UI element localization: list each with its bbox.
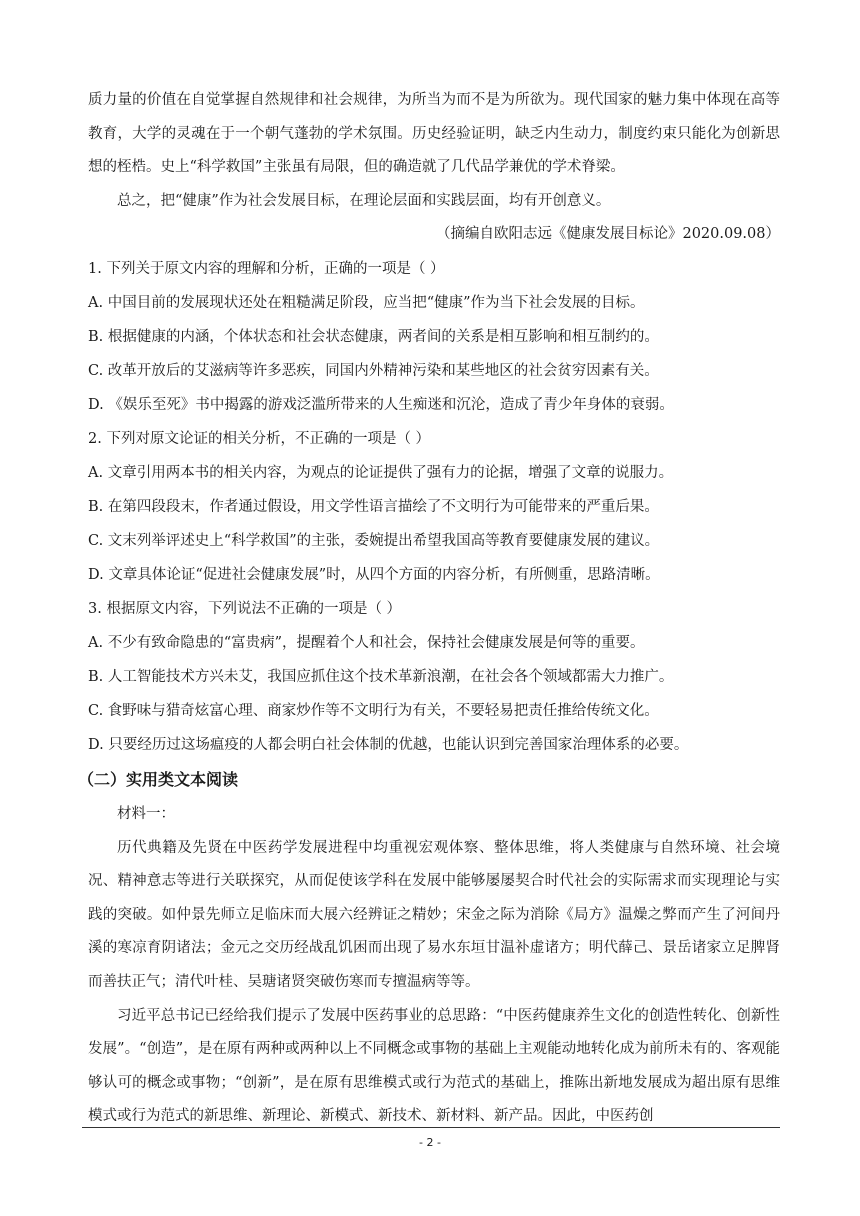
option-d: D. 文章具体论证“促进社会健康发展”时，从四个方面的内容分析，有所侧重，思路清晰。 xyxy=(88,566,660,583)
page-number: - 2 - xyxy=(419,1136,441,1149)
section-heading: （二）实用类文本阅读 xyxy=(78,769,239,789)
question-1 xyxy=(88,252,780,422)
option-c: C. 文末列举评述史上“科学救国”的主张，委婉提出希望我国高等教育要健康发展的建议。 xyxy=(88,532,660,549)
option-c: C. 食野味与猎奇炫富心理、商家炒作等不文明行为有关，不要轻易把责任推给传统文化。 xyxy=(88,702,659,719)
footer-rule xyxy=(82,1127,780,1128)
material-paragraph: 历代典籍及先贤在中医药学发展进程中均重视宏观体察、整体思维，将人类健康与自然环境、社会境况、精神意志等进行关联探究，从而促使该学科在发展中能够屡屡契合时代社会的实际需求而实现理论与实践的突破。如仲景先师立足临床而大展六经辨证之精妙；宋金之际为消除《局方》温燥之弊而产生了河间丹溪的寒凉育阴诸法；金元之交历经战乱饥困而出现了易水东垣甘温补虚诸方；明代薛己、景岳诸家立足脾肾而善扶正气；清代叶桂、吴瑭诸贤突破伤寒而专擅温病等等。 xyxy=(88,839,780,990)
question-stem: 3. 根据原文内容，下列说法不正确的一项是（ ） xyxy=(88,600,402,617)
question-3 xyxy=(88,592,780,762)
option-b: B. 人工智能技术方兴未艾，我国应抓住这个技术革新浪潮，在社会各个领域都需大力推广。 xyxy=(88,668,674,685)
question-stem: 1. 下列关于原文内容的理解和分析，正确的一项是（ ） xyxy=(88,260,445,277)
question-stem: 2. 下列对原文论证的相关分析，不正确的一项是（ ） xyxy=(88,430,431,447)
option-c: C. 改革开放后的艾滋病等许多恶疾，同国内外精神污染和某些地区的社会贫穷因素有关。 xyxy=(88,362,659,379)
option-a: A. 中国目前的发展现状还处在粗糙满足阶段，应当把“健康”作为当下社会发展的目标。 xyxy=(88,294,645,311)
option-a: A. 不少有致命隐患的“富贵病”，提醒着个人和社会，保持社会健康发展是何等的重要。 xyxy=(88,634,645,651)
source-citation: （摘编自欧阳志远《健康发展目标论》2020.09.08） xyxy=(435,226,780,243)
material-label: 材料一： xyxy=(117,805,175,822)
passage-paragraph: 质力量的价值在自觉掌握自然规律和社会规律，为所当为而不是为所欲为。现代国家的魅力集中体现在高等教育，大学的灵魂在于一个朝气蓬勃的学术氛围。历史经验证明，缺乏内生动力，制度约束只能化为创新思想的桎梏。史上“科学救国”主张虽有局限，但的确造就了几代品学兼优的学术脊梁。 xyxy=(88,92,780,176)
option-b: B. 在第四段段末，作者通过假设，用文学性语言描绘了不文明行为可能带来的严重后果。 xyxy=(88,498,659,515)
option-a: A. 文章引用两本书的相关内容，为观点的论证提供了强有力的论据，增强了文章的说服力。 xyxy=(88,464,674,481)
option-d: D. 《娱乐至死》书中揭露的游戏泛滥所带来的人生痴迷和沉沦，造成了青少年身体的衰弱。 xyxy=(88,396,674,413)
page-content xyxy=(78,84,780,1134)
material-paragraph: 习近平总书记已经给我们提示了发展中医药事业的总思路：“中医药健康养生文化的创造性转化、创新性发展”。“创造”，是在原有两种或两种以上不同概念或事物的基础上主观能动地转化成为前所未有的、客观能够认可的概念或事物；“创新”，是在原有思维模式或行为范式的基础上，推陈出新地发展成为超出原有思维模式或行为范式的新思维、新理论、新模式、新技术、新材料、新产品。因此，中医药创 xyxy=(88,1007,780,1125)
passage-paragraph: 总之，把“健康”作为社会发展目标，在理论层面和实践层面，均有开创意义。 xyxy=(117,192,611,209)
option-b: B. 根据健康的内涵，个体状态和社会状态健康，两者间的关系是相互影响和相互制约的。 xyxy=(88,328,659,345)
question-2 xyxy=(88,422,780,592)
option-d: D. 只要经历过这场瘟疫的人都会明白社会体制的优越，也能认识到完善国家治理体系的必要。 xyxy=(88,736,689,753)
